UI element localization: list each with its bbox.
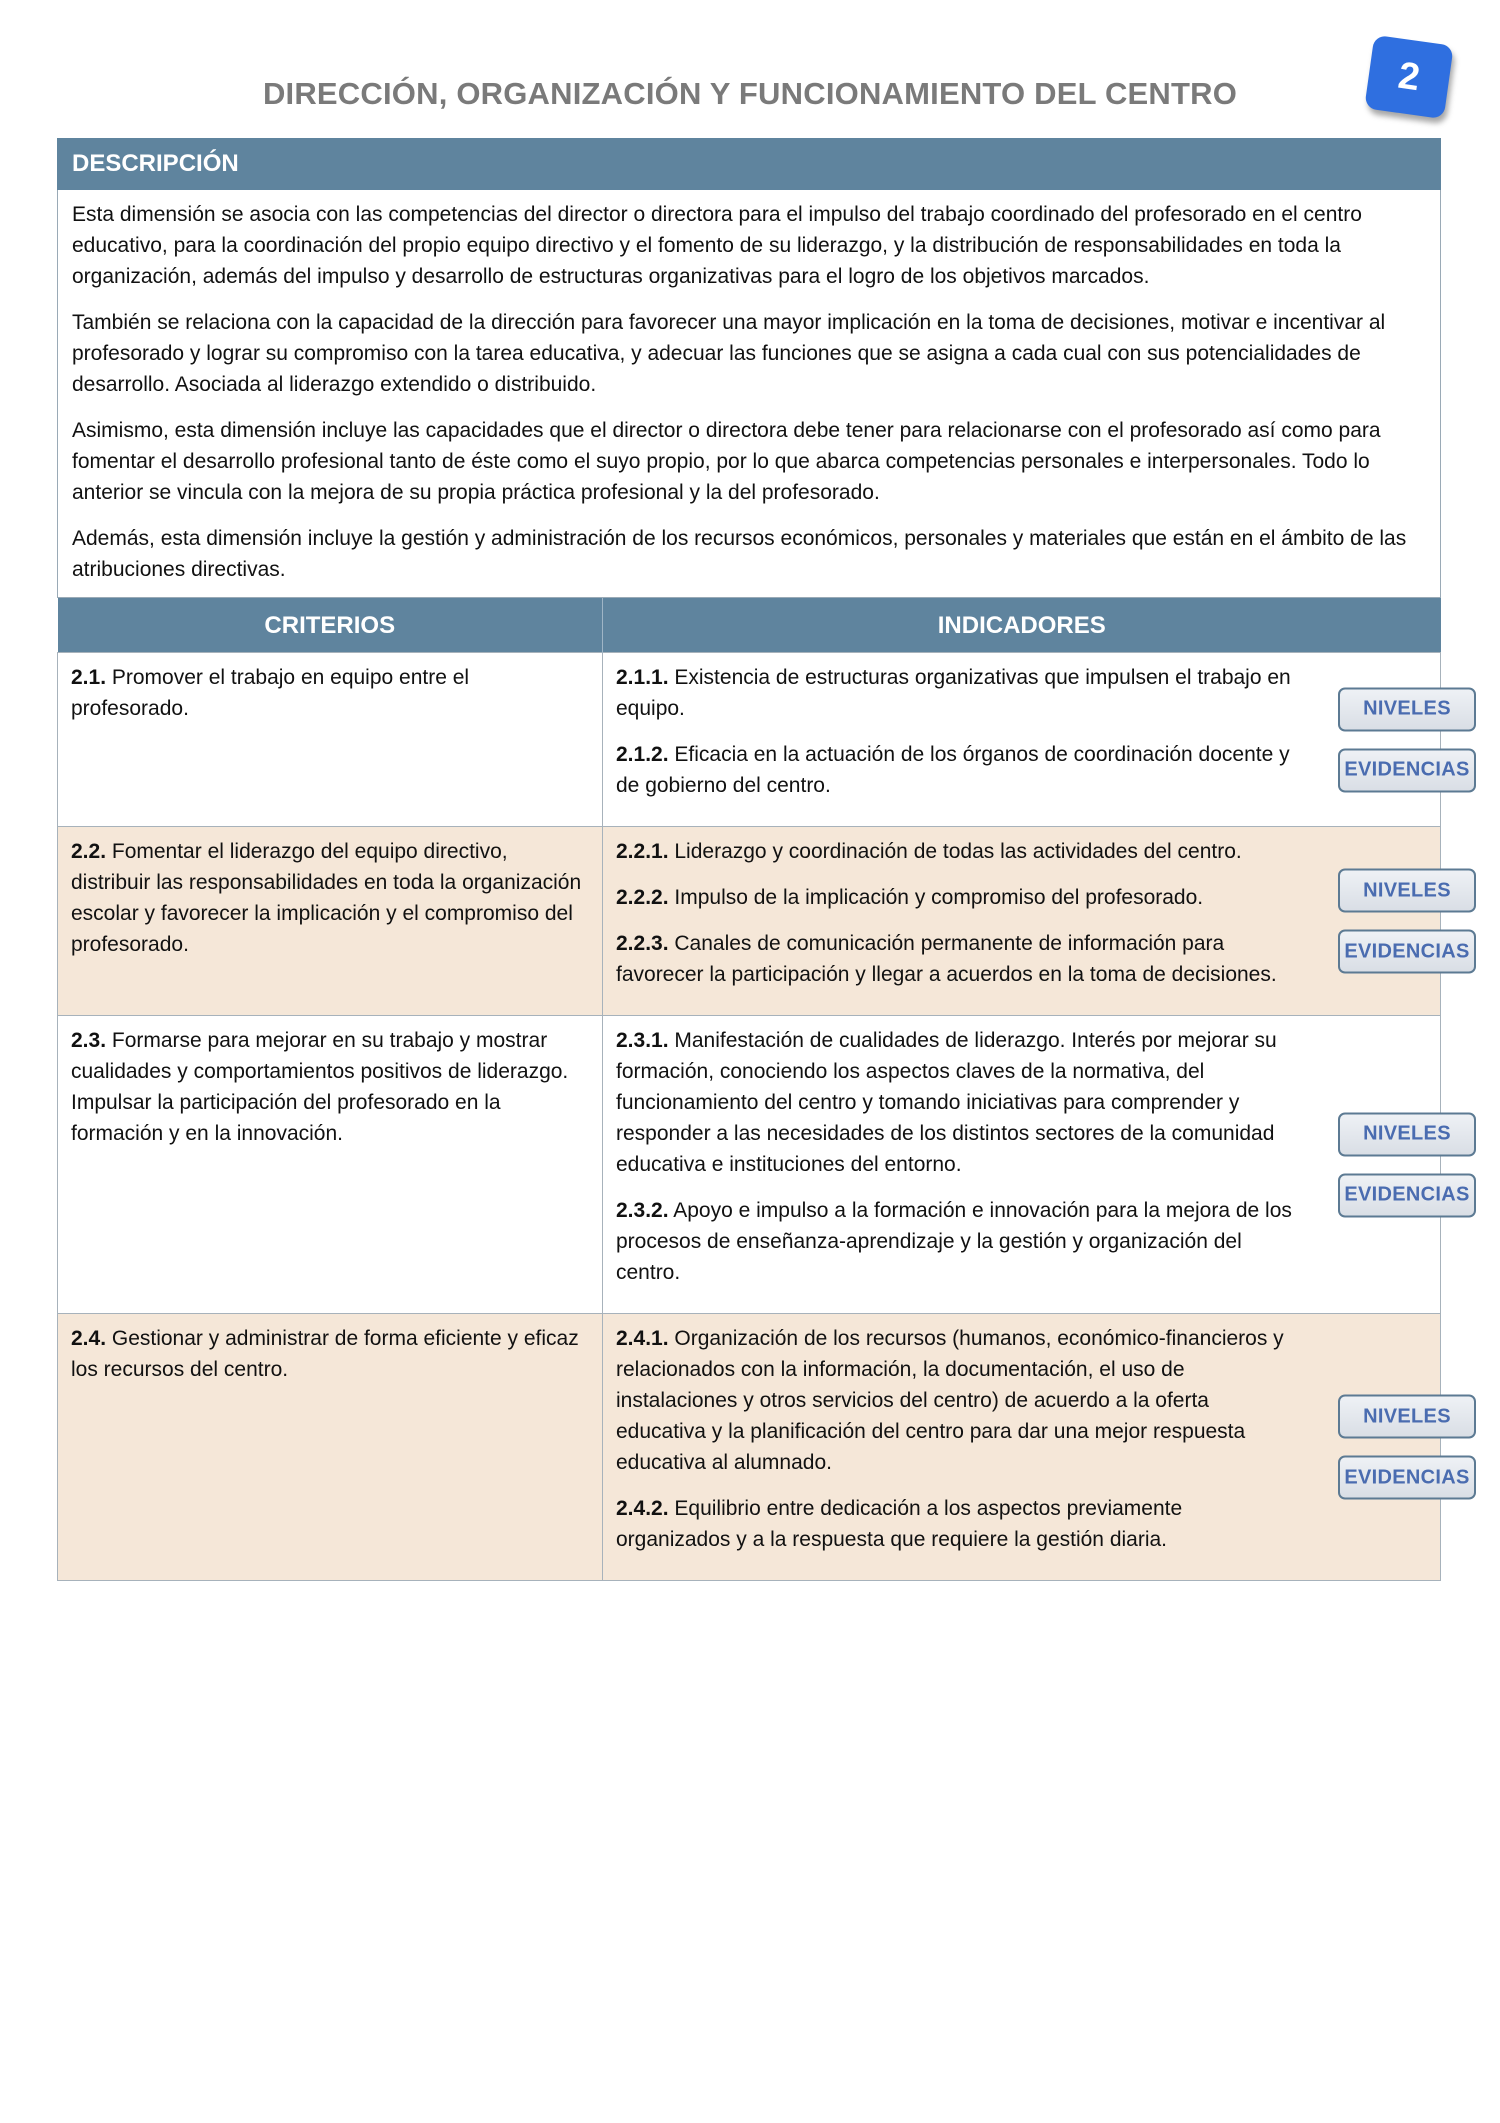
indicator-text: Liderazgo y coordinación de todas las actividades del centro. — [668, 840, 1242, 863]
indicator-text: Manifestación de cualidades de liderazgo. Interés por mejorar su formación, conociendo los aspectos claves de la normativa, del funcionamiento del centro y tomando iniciativas para comprender y responder a las necesidades de los distintos sectores de la comunidad educativa e instituciones del entorno. — [616, 1029, 1277, 1176]
criterion-text: Gestionar y administrar de forma eficiente y eficaz los recursos del centro. — [71, 1327, 579, 1381]
criterion-code: 2.1. — [71, 666, 107, 689]
indicator-item — [616, 1493, 1300, 1555]
criterion-code: 2.4. — [71, 1327, 107, 1350]
indicator-text: Canales de comunicación permanente de información para favorecer la participación y llegar a acuerdos en la toma de decisiones. — [616, 932, 1277, 986]
indicator-text: Impulso de la implicación y compromiso del profesorado. — [668, 886, 1204, 909]
niveles-button[interactable]: NIVELES — [1338, 869, 1476, 913]
indicator-item — [616, 662, 1300, 724]
criterion-code: 2.3. — [71, 1029, 107, 1052]
row-buttons — [1338, 687, 1476, 792]
indicator-text: Apoyo e impulso a la formación e innovación para la mejora de los procesos de enseñanza-aprendizaje y la gestión y organización del centro. — [616, 1199, 1292, 1284]
description-paragraph: Además, esta dimensión incluye la gestión y administración de los recursos económicos, personales y materiales que están en el ámbito de las atribuciones directivas. — [72, 527, 1407, 581]
indicator-code: 2.2.3. — [616, 932, 669, 955]
indicator-text: Equilibrio entre dedicación a los aspectos previamente organizados y a la respuesta que requiere la gestión diaria. — [616, 1497, 1183, 1551]
description-paragraph: También se relaciona con la capacidad de la dirección para favorecer una mayor implicación en la toma de decisiones, motivar e incentivar al profesorado y lograr su compromiso con la tarea educativa, y adecuar las funciones que se asigna a cada cual con sus potencialidades de desarrollo. Asociada al liderazgo extendido o distribuido. — [72, 311, 1386, 396]
indicator-code: 2.4.1. — [616, 1327, 669, 1350]
indicator-text: Existencia de estructuras organizativas que impulsen el trabajo en equipo. — [616, 666, 1291, 720]
row-buttons — [1338, 1395, 1476, 1500]
niveles-button[interactable]: NIVELES — [1338, 1112, 1476, 1156]
indicator-item — [616, 1323, 1300, 1478]
description-heading: DESCRIPCIÓN — [57, 138, 1441, 190]
evidencias-button[interactable]: EVIDENCIAS — [1338, 930, 1476, 974]
page-title: DIRECCIÓN, ORGANIZACIÓN Y FUNCIONAMIENTO DEL CENTRO — [262, 76, 1238, 111]
indicator-text: Eficacia en la actuación de los órganos de coordinación docente y de gobierno del centro. — [616, 743, 1290, 797]
indicator-code: 2.3.2. — [616, 1199, 669, 1222]
criterion-cell — [58, 1314, 603, 1581]
indicator-text: Organización de los recursos (humanos, económico-financieros y relacionados con la información, la documentación, el uso de instalaciones y otros servicios del centro) de acuerdo a la oferta educativa y la planificación del centro para dar una mejor respuesta educativa al alumnado. — [616, 1327, 1284, 1474]
description-paragraph: Asimismo, esta dimensión incluye las capacidades que el director o directora debe tener para relacionarse con el profesorado así como para fomentar el desarrollo profesional tanto de éste como el suyo propio, por lo que abarca competencias personales e interpersonales. Todo lo anterior se vincula con la mejora de su propia práctica profesional y la del profesorado. — [72, 419, 1381, 504]
dimension-sheet — [57, 138, 1470, 1581]
indicator-item — [616, 928, 1300, 990]
indicator-item — [616, 882, 1300, 913]
dimension-number-badge: 2 — [1364, 35, 1454, 119]
niveles-button[interactable]: NIVELES — [1338, 1395, 1476, 1439]
indicator-item — [616, 1025, 1300, 1180]
indicators-cell — [603, 1016, 1470, 1314]
indicators-cell — [603, 653, 1470, 827]
indicator-code: 2.1.1. — [616, 666, 669, 689]
indicator-code: 2.2.1. — [616, 840, 669, 863]
criterion-cell — [58, 1016, 603, 1314]
indicator-code: 2.4.2. — [616, 1497, 669, 1520]
table-row — [58, 653, 1441, 827]
criterion-text: Formarse para mejorar en su trabajo y mostrar cualidades y comportamientos positivos de liderazgo. Impulsar la participación del profesorado en la formación y en la innovación. — [71, 1029, 569, 1145]
evidencias-button[interactable]: EVIDENCIAS — [1338, 1173, 1476, 1217]
criterios-header: CRITERIOS — [58, 598, 603, 653]
evidencias-button[interactable]: EVIDENCIAS — [1338, 748, 1476, 792]
criterion-code: 2.2. — [71, 840, 107, 863]
indicator-item — [616, 739, 1300, 801]
indicators-cell — [603, 827, 1470, 1016]
row-buttons — [1338, 869, 1476, 974]
row-buttons — [1338, 1112, 1476, 1217]
indicator-code: 2.1.2. — [616, 743, 669, 766]
indicator-code: 2.3.1. — [616, 1029, 669, 1052]
indicator-code: 2.2.2. — [616, 886, 669, 909]
table-row — [58, 827, 1441, 1016]
evidencias-button[interactable]: EVIDENCIAS — [1338, 1456, 1476, 1500]
description-body — [57, 190, 1441, 598]
description-paragraph: Esta dimensión se asocia con las competencias del director o directora para el impulso del trabajo coordinado del profesorado en el centro educativo, para la coordinación del propio equipo directivo y el fomento de su liderazgo, y la distribución de responsabilidades en toda la organización, además del impulso y desarrollo de estructuras organizativas para el logro de los objetivos marcados. — [72, 203, 1362, 288]
indicator-item — [616, 836, 1300, 867]
indicator-item — [616, 1195, 1300, 1288]
criterion-text: Promover el trabajo en equipo entre el profesorado. — [71, 666, 470, 720]
criterion-cell — [58, 653, 603, 827]
criterion-cell — [58, 827, 603, 1016]
table-row — [58, 1314, 1441, 1581]
table-row — [58, 1016, 1441, 1314]
criterion-text: Fomentar el liderazgo del equipo directivo, distribuir las responsabilidades en toda la organización escolar y favorecer la implicación y el compromiso del profesorado. — [71, 840, 582, 956]
indicadores-header: INDICADORES — [603, 598, 1441, 653]
indicators-cell — [603, 1314, 1470, 1581]
niveles-button[interactable]: NIVELES — [1338, 687, 1476, 731]
criteria-table — [57, 598, 1470, 1581]
